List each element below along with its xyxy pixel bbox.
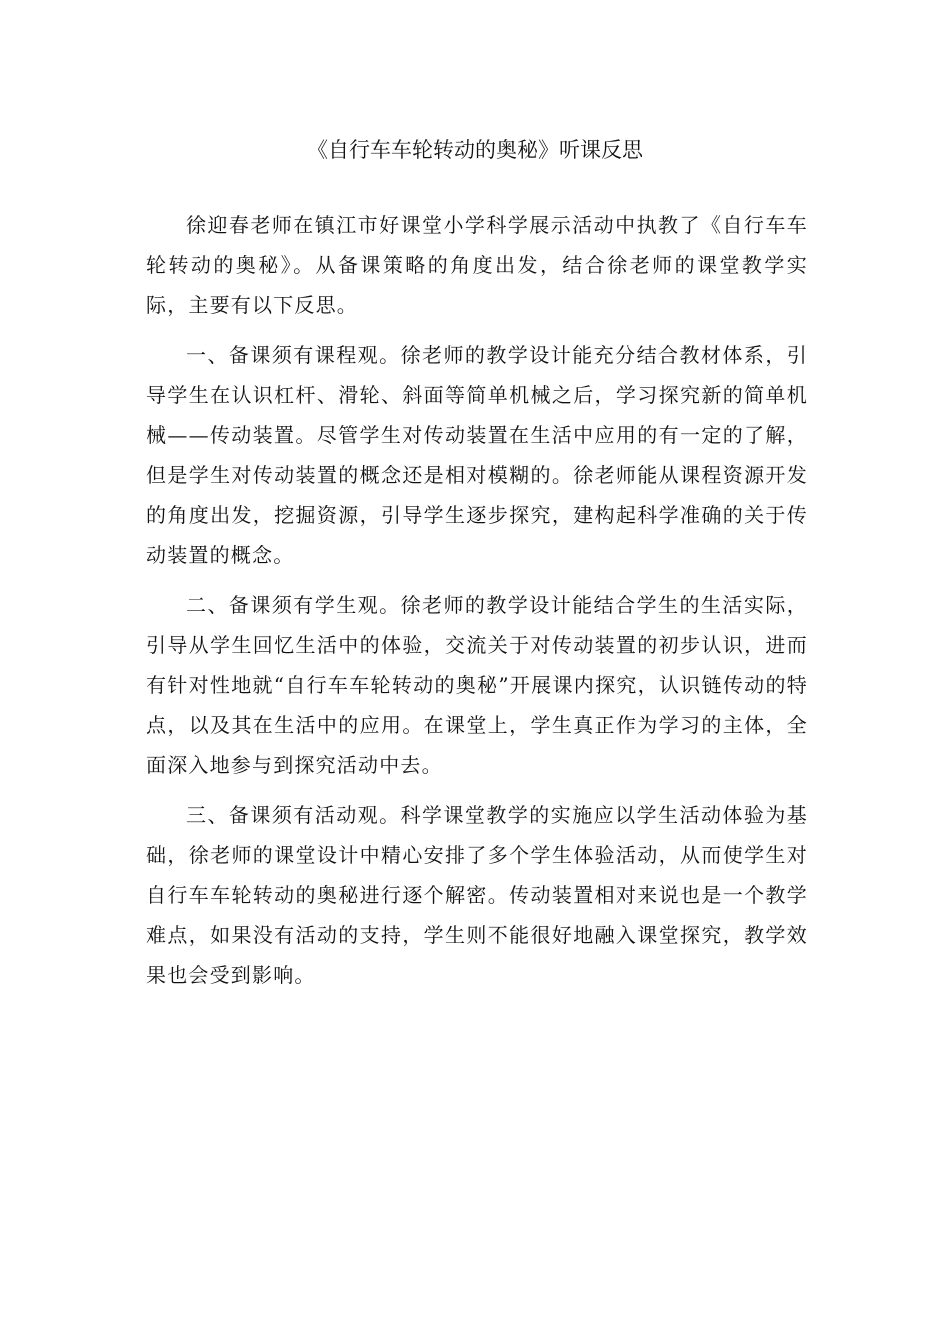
paragraph-curriculum-view: 一、备课须有课程观。徐老师的教学设计能充分结合教材体系，引导学生在认识杠杆、滑轮、斜面等简单机械之后，学习探究新的简单机械——传动装置。尽管学生对传动装置在生活中应用的有一定的了解，但是学生对传动装置的概念还是相对模糊的。徐老师能从课程资源开发的角度出发，挖掘资源，引导学生逐步探究，建构起科学准确的关于传动装置的概念。 [146,343,808,567]
paragraph-student-view: 二、备课须有学生观。徐老师的教学设计能结合学生的生活实际，引导从学生回忆生活中的体验，交流关于对传动装置的初步认识，进而有针对性地就“自行车车轮转动的奥秘”开展课内探究，认识链传动的特点，以及其在生活中的应用。在课堂上，学生真正作为学习的主体，全面深入地参与到探究活动中去。 [146,593,808,777]
document-body [146,205,808,1005]
paragraph-activity-view: 三、备课须有活动观。科学课堂教学的实施应以学生活动体验为基础，徐老师的课堂设计中精心安排了多个学生体验活动，从而使学生对自行车车轮转动的奥秘进行逐个解密。传动装置相对来说也是一个教学难点，如果没有活动的支持，学生则不能很好地融入课堂探究，教学效果也会受到影响。 [146,803,808,987]
document-title: 《自行车车轮转动的奥秘》听课反思 [307,138,643,162]
paragraph-intro: 徐迎春老师在镇江市好课堂小学科学展示活动中执教了《自行车车轮转动的奥秘》。从备课策略的角度出发，结合徐老师的课堂教学实际，主要有以下反思。 [146,213,808,317]
